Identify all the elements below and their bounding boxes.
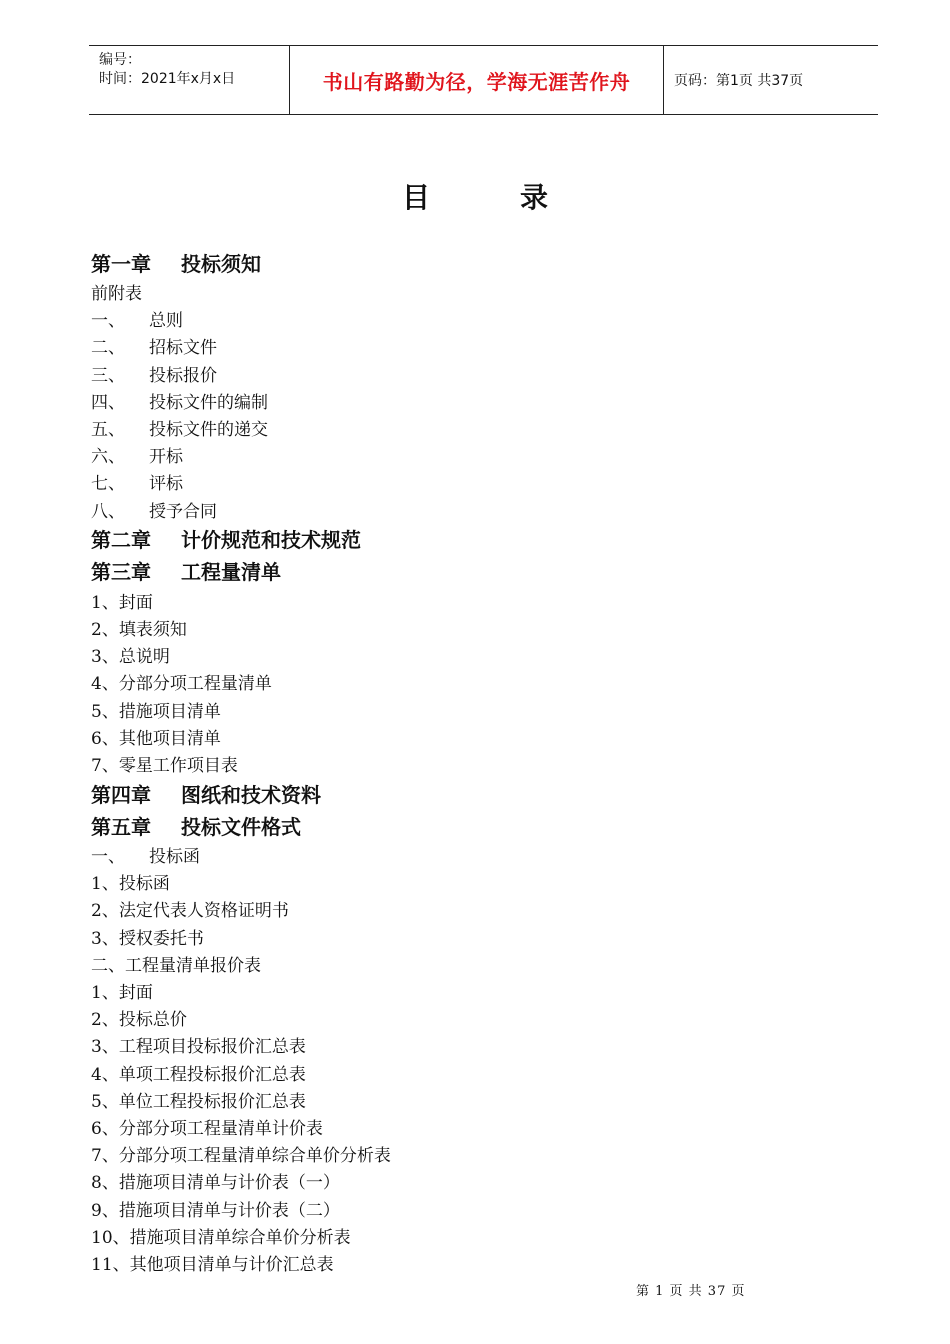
toc-entry[interactable] bbox=[91, 1031, 871, 1058]
toc-entry-number: 第二章 bbox=[91, 528, 151, 553]
toc-entry-label: 3、授权委托书 bbox=[91, 928, 204, 949]
toc-entry-label: 工程量清单 bbox=[181, 560, 281, 585]
toc-entry[interactable] bbox=[91, 641, 871, 668]
toc-entry[interactable] bbox=[91, 587, 871, 614]
document-number-label: 编号： bbox=[99, 52, 141, 68]
toc-entry-label: 投标文件格式 bbox=[181, 814, 301, 839]
toc-entry[interactable] bbox=[91, 1004, 871, 1031]
toc-entry-label: 1、封面 bbox=[91, 983, 153, 1004]
header-meta-cell bbox=[89, 46, 290, 114]
toc-entry[interactable] bbox=[91, 723, 871, 750]
toc-entry-number: 二、 bbox=[91, 338, 125, 359]
toc-entry-label: 5、措施项目清单 bbox=[91, 701, 221, 722]
toc-entry-number: 第一章 bbox=[91, 251, 151, 276]
toc-entry-number: 八、 bbox=[91, 501, 125, 522]
toc-entry[interactable] bbox=[91, 750, 871, 777]
toc-entry-label: 计价规范和技术规范 bbox=[181, 528, 361, 553]
toc-entry-label: 7、分部分项工程量清单综合单价分析表 bbox=[91, 1146, 391, 1167]
toc-entry-number: 七、 bbox=[91, 474, 125, 495]
toc-entry-label: 投标须知 bbox=[181, 251, 261, 276]
toc-entry-number: 六、 bbox=[91, 447, 125, 468]
toc-entry[interactable] bbox=[91, 668, 871, 695]
toc-entry[interactable] bbox=[91, 1194, 871, 1221]
toc-entry-label: 2、投标总价 bbox=[91, 1010, 187, 1031]
toc-entry-number: 一、 bbox=[91, 847, 125, 868]
toc-entry[interactable] bbox=[91, 305, 871, 332]
toc-entry[interactable] bbox=[91, 496, 871, 523]
toc-entry[interactable] bbox=[91, 868, 871, 895]
toc-entry-label: 1、投标函 bbox=[91, 874, 170, 895]
toc-entry-label: 投标文件的递交 bbox=[149, 420, 268, 441]
toc-entry-label: 二、工程量清单报价表 bbox=[91, 955, 261, 976]
toc-entry-number: 第四章 bbox=[91, 782, 151, 807]
toc-entry-number: 第五章 bbox=[91, 814, 151, 839]
toc-entry[interactable] bbox=[91, 841, 871, 868]
toc-entry[interactable] bbox=[91, 332, 871, 359]
toc-entry-label: 11、其他项目清单与计价汇总表 bbox=[91, 1254, 334, 1275]
toc-entry-number: 第三章 bbox=[91, 560, 151, 585]
toc-chapter-heading[interactable] bbox=[91, 777, 871, 809]
toc-entry-label: 开标 bbox=[149, 447, 183, 468]
toc-entry[interactable] bbox=[91, 923, 871, 950]
page-header bbox=[89, 45, 878, 115]
toc-entry-label: 投标函 bbox=[149, 847, 200, 868]
toc-title-char-2: 录 bbox=[520, 181, 549, 214]
toc-chapter-heading[interactable] bbox=[91, 246, 871, 278]
toc-entry-label: 4、分部分项工程量清单 bbox=[91, 674, 272, 695]
toc-entry-label: 4、单项工程投标报价汇总表 bbox=[91, 1064, 306, 1085]
header-motto: 书山有路勤为径，学海无涯苦作舟 bbox=[290, 46, 664, 114]
toc-entry-number: 五、 bbox=[91, 420, 125, 441]
toc-entry-label: 图纸和技术资料 bbox=[181, 782, 321, 807]
toc-entry-label: 投标报价 bbox=[149, 365, 217, 386]
toc-chapter-heading[interactable] bbox=[91, 809, 871, 841]
toc-entry-label: 招标文件 bbox=[149, 338, 217, 359]
toc-title-char-1: 目 bbox=[401, 181, 430, 214]
toc-entry[interactable] bbox=[91, 695, 871, 722]
toc-entry-label: 3、工程项目投标报价汇总表 bbox=[91, 1037, 306, 1058]
toc-entry[interactable] bbox=[91, 1249, 871, 1276]
toc-entry[interactable] bbox=[91, 441, 871, 468]
toc-entry-label: 3、总说明 bbox=[91, 647, 170, 668]
toc-entry[interactable] bbox=[91, 278, 871, 305]
toc-entry-number: 四、 bbox=[91, 392, 125, 413]
page-footer: 第 1 页 共 37 页 bbox=[636, 1284, 746, 1299]
toc-title bbox=[0, 176, 950, 216]
toc-entry-label: 2、法定代表人资格证明书 bbox=[91, 901, 289, 922]
toc-entry-label: 1、封面 bbox=[91, 592, 153, 613]
toc-entry[interactable] bbox=[91, 1140, 871, 1167]
toc-entry[interactable] bbox=[91, 1059, 871, 1086]
toc-entry[interactable] bbox=[91, 614, 871, 641]
toc-entry-label: 评标 bbox=[149, 474, 183, 495]
toc-entry[interactable] bbox=[91, 895, 871, 922]
toc-entry[interactable] bbox=[91, 1167, 871, 1194]
toc-entry[interactable] bbox=[91, 1222, 871, 1249]
toc-entry-label: 8、措施项目清单与计价表（一） bbox=[91, 1173, 340, 1194]
header-page-info: 页码：第1页 共37页 bbox=[674, 73, 804, 89]
table-of-contents bbox=[91, 246, 871, 1276]
toc-entry[interactable] bbox=[91, 468, 871, 495]
toc-entry[interactable] bbox=[91, 950, 871, 977]
toc-entry[interactable] bbox=[91, 387, 871, 414]
toc-entry-label: 总则 bbox=[149, 311, 183, 332]
toc-entry-label: 前附表 bbox=[91, 284, 142, 305]
toc-chapter-heading[interactable] bbox=[91, 555, 871, 587]
toc-chapter-heading[interactable] bbox=[91, 523, 871, 555]
toc-entry-label: 10、措施项目清单综合单价分析表 bbox=[91, 1227, 351, 1248]
toc-entry[interactable] bbox=[91, 1113, 871, 1140]
toc-entry-label: 授予合同 bbox=[149, 501, 217, 522]
toc-entry[interactable] bbox=[91, 360, 871, 387]
toc-entry-label: 7、零星工作项目表 bbox=[91, 755, 238, 776]
toc-entry-label: 2、填表须知 bbox=[91, 619, 187, 640]
toc-entry-number: 三、 bbox=[91, 365, 125, 386]
toc-entry[interactable] bbox=[91, 977, 871, 1004]
document-time-label: 时间：2021年x月x日 bbox=[99, 71, 236, 87]
toc-entry-label: 5、单位工程投标报价汇总表 bbox=[91, 1091, 306, 1112]
toc-entry[interactable] bbox=[91, 414, 871, 441]
toc-entry-label: 投标文件的编制 bbox=[149, 392, 268, 413]
toc-entry-label: 6、其他项目清单 bbox=[91, 728, 221, 749]
toc-entry-number: 一、 bbox=[91, 311, 125, 332]
toc-entry-label: 9、措施项目清单与计价表（二） bbox=[91, 1200, 340, 1221]
toc-entry-label: 6、分部分项工程量清单计价表 bbox=[91, 1118, 323, 1139]
toc-entry[interactable] bbox=[91, 1086, 871, 1113]
